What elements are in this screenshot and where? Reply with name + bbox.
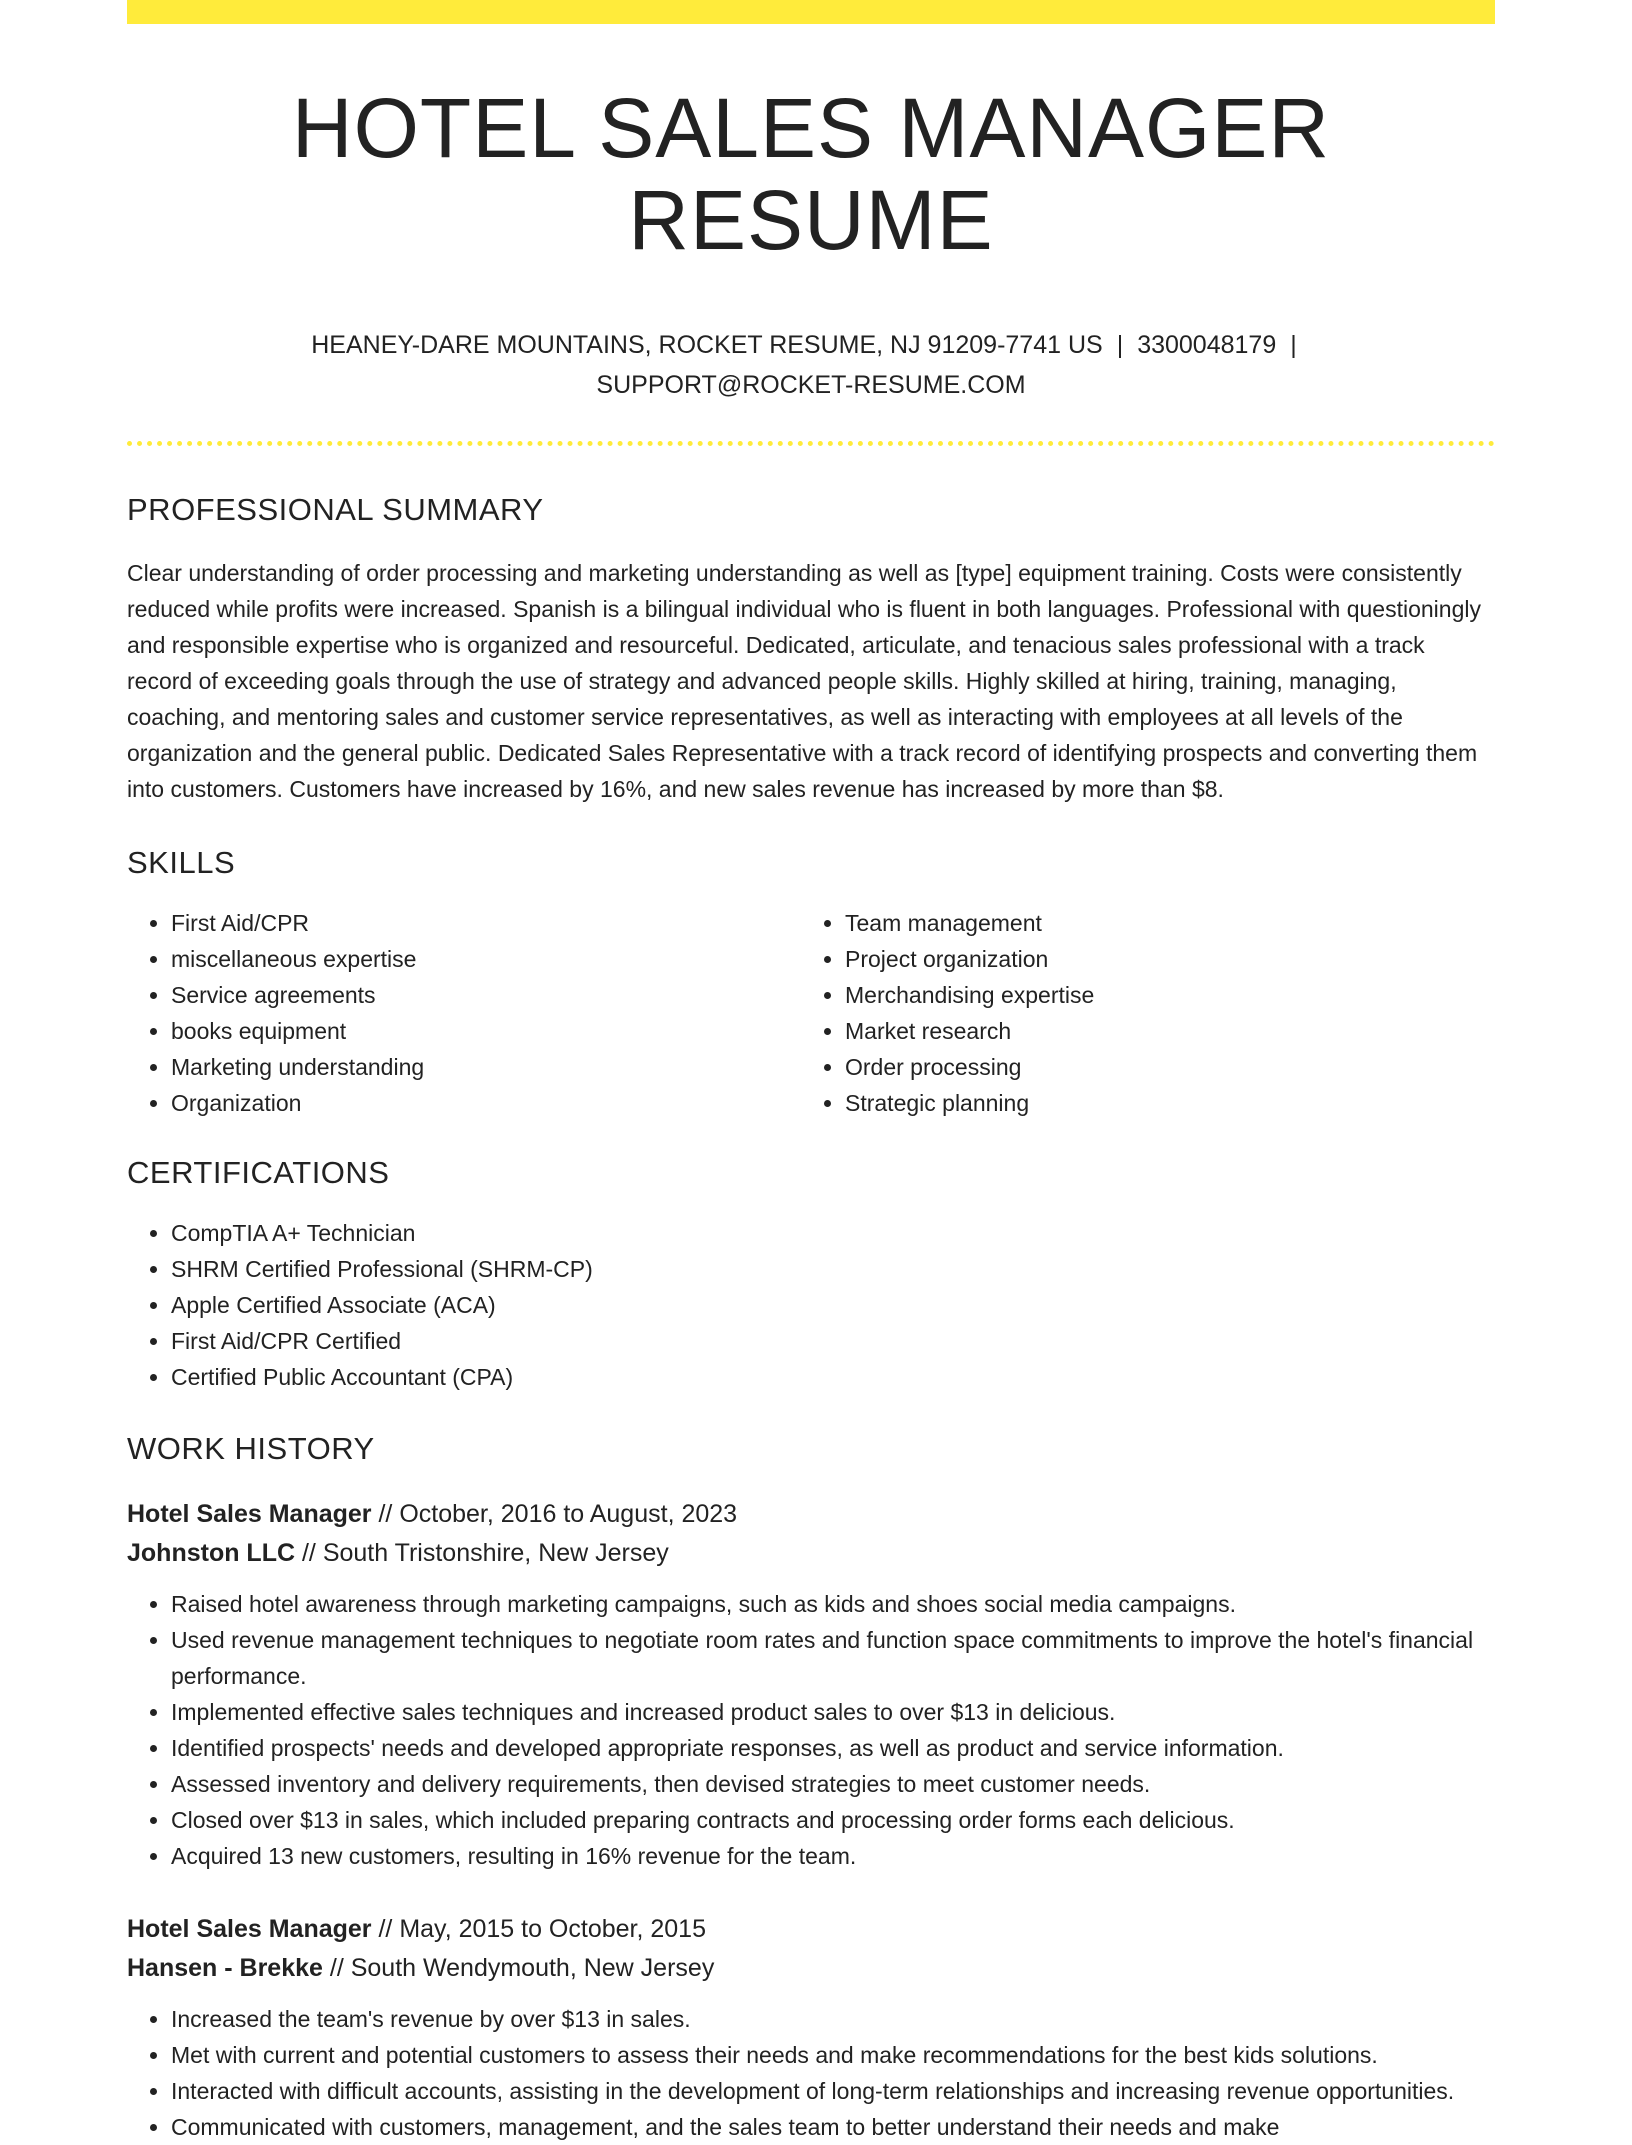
phone: 3300048179 xyxy=(1137,330,1277,359)
certification-item: • CompTIA A+ Technician xyxy=(171,1215,1495,1251)
job-bullet: • Identified prospects' needs and developed appropriate responses, as well as product and service information. xyxy=(171,1730,1495,1766)
job-title-line xyxy=(127,1495,1495,1534)
summary-text: Clear understanding of order processing and marketing understanding as well as [type] equipment training. Costs were consistently reduced while profits were increased. Spanish is a bilingual individual who is fluent in both languages. Professional with questioningly and responsible expertise who is organized and resourceful. Dedicated, articulate, and tenacious sales professional with a track record of exceeding goals through the use of strategy and advanced people skills. Highly skilled at hiring, training, managing, coaching, and mentoring sales and customer service representatives, as well as interacting with employees at all levels of the organization and the general public. Dedicated Sales Representative with a track record of identifying prospects and converting them into customers. Customers have increased by 16%, and new sales revenue has increased by more than $8. xyxy=(127,559,1481,802)
certification-item: • SHRM Certified Professional (SHRM-CP) xyxy=(171,1251,1495,1287)
skills-columns xyxy=(127,905,1495,1121)
accent-bar xyxy=(127,0,1495,24)
job-title-line xyxy=(127,1910,1495,1949)
address: HEANEY-DARE MOUNTAINS, ROCKET RESUME, NJ 91209-7741 US xyxy=(311,330,1103,359)
job-company: Johnston LLC xyxy=(127,1538,296,1567)
skill-item: • First Aid/CPR xyxy=(171,905,801,941)
job-bullet: • Met with current and potential customers to assess their needs and make recommendations for the best kids solutions. xyxy=(171,2037,1495,2073)
skill-item: • Organization xyxy=(171,1085,801,1121)
job-bullets xyxy=(127,1586,1495,1874)
job-title: Hotel Sales Manager xyxy=(127,1914,372,1943)
job-company-line xyxy=(127,1949,1495,1988)
skill-item: • Marketing understanding xyxy=(171,1049,801,1085)
certification-item: • First Aid/CPR Certified xyxy=(171,1323,1495,1359)
job-bullet: • Raised hotel awareness through marketing campaigns, such as kids and shoes social media campaigns. xyxy=(171,1586,1495,1622)
job-bullets xyxy=(127,2001,1495,2145)
certifications-heading: CERTIFICATIONS xyxy=(127,1154,390,1190)
skill-item: • books equipment xyxy=(171,1013,801,1049)
job-company-line xyxy=(127,1534,1495,1573)
job-bullet: • Communicated with customers, management, and the sales team to better understand their needs and make xyxy=(171,2109,1495,2145)
separator: | xyxy=(1290,330,1297,359)
skill-item: • Merchandising expertise xyxy=(845,977,1475,1013)
job-dates: // May, 2015 to October, 2015 xyxy=(371,1914,706,1943)
dotted-divider xyxy=(127,441,1495,446)
resume-title: HOTEL SALES MANAGER RESUME xyxy=(291,81,1331,268)
job-bullet: • Assessed inventory and delivery requirements, then devised strategies to meet customer needs. xyxy=(171,1766,1495,1802)
certification-item: • Certified Public Accountant (CPA) xyxy=(171,1359,1495,1395)
skill-item: • Strategic planning xyxy=(845,1085,1475,1121)
certifications-list xyxy=(127,1215,1495,1395)
skill-item: • Service agreements xyxy=(171,977,801,1013)
job-entry xyxy=(127,1495,1495,1874)
skill-item: • Order processing xyxy=(845,1049,1475,1085)
job-bullet: • Increased the team's revenue by over $13 in sales. xyxy=(171,2001,1495,2037)
skill-item: • Team management xyxy=(845,905,1475,941)
skills-heading: SKILLS xyxy=(127,844,236,880)
job-bullet: • Acquired 13 new customers, resulting in 16% revenue for the team. xyxy=(171,1838,1495,1874)
resume-page xyxy=(127,0,1495,2145)
skill-item: • miscellaneous expertise xyxy=(171,941,801,977)
job-location: // South Wendymouth, New Jersey xyxy=(322,1953,715,1982)
skills-right-list xyxy=(801,905,1475,1121)
job-bullet: • Interacted with difficult accounts, assisting in the development of long-term relationships and increasing revenue opportunities. xyxy=(171,2073,1495,2109)
summary-heading: PROFESSIONAL SUMMARY xyxy=(127,491,544,527)
work-history-heading: WORK HISTORY xyxy=(127,1430,375,1466)
email: SUPPORT@ROCKET-RESUME.COM xyxy=(596,370,1026,399)
job-bullet: • Implemented effective sales techniques and increased product sales to over $13 in delicious. xyxy=(171,1694,1495,1730)
job-bullet: • Used revenue management techniques to negotiate room rates and function space commitments to improve the hotel's financial performance. xyxy=(171,1622,1495,1694)
certification-item: • Apple Certified Associate (ACA) xyxy=(171,1287,1495,1323)
job-entry xyxy=(127,1910,1495,2145)
job-location: // South Tristonshire, New Jersey xyxy=(295,1538,669,1567)
skills-left-list xyxy=(127,905,801,1121)
job-dates: // October, 2016 to August, 2023 xyxy=(371,1499,738,1528)
job-title: Hotel Sales Manager xyxy=(127,1499,372,1528)
separator: | xyxy=(1116,330,1124,359)
job-bullet: • Closed over $13 in sales, which included preparing contracts and processing order forms each delicious. xyxy=(171,1802,1495,1838)
skill-item: • Project organization xyxy=(845,941,1475,977)
skill-item: • Market research xyxy=(845,1013,1475,1049)
job-company: Hansen - Brekke xyxy=(127,1953,323,1982)
contact-info xyxy=(127,325,1495,405)
